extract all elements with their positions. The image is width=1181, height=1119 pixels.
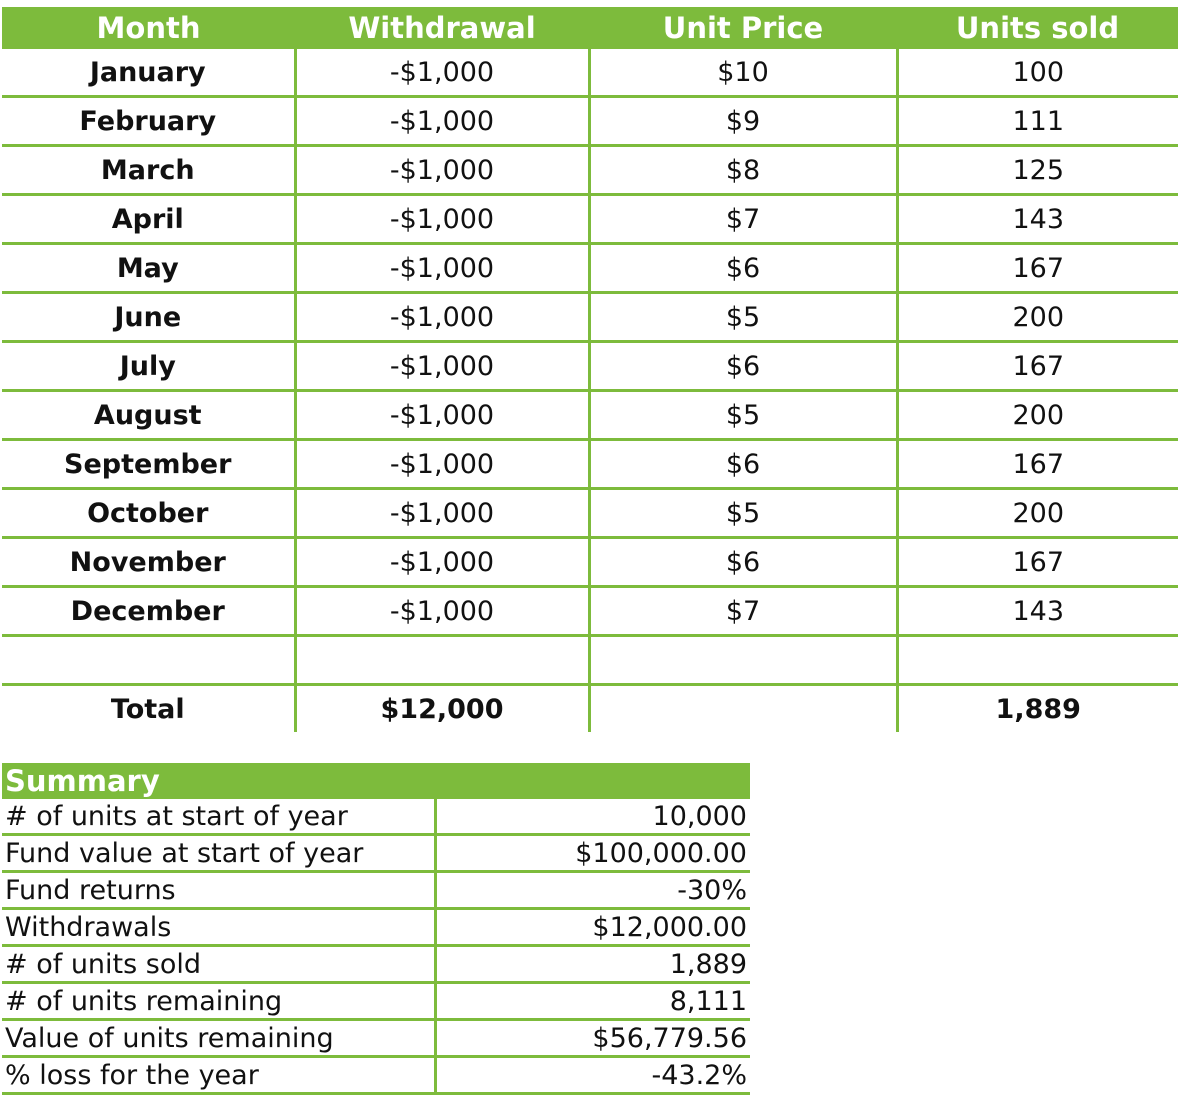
unit-price-cell: $6 — [589, 440, 897, 489]
unit-price-cell: $5 — [589, 391, 897, 440]
units-sold-cell: 100 — [897, 49, 1178, 97]
summary-label: # of units remaining — [2, 983, 435, 1020]
summary-title: Summary — [2, 763, 750, 799]
units-sold-cell: 200 — [897, 391, 1178, 440]
month-cell: August — [2, 391, 295, 440]
month-cell: July — [2, 342, 295, 391]
summary-row — [2, 946, 750, 983]
month-cell: January — [2, 49, 295, 97]
month-cell: September — [2, 440, 295, 489]
summary-label: Withdrawals — [2, 909, 435, 946]
summary-value: $56,779.56 — [435, 1020, 750, 1057]
table-row — [2, 391, 1178, 440]
month-cell — [2, 636, 295, 685]
month-cell: June — [2, 293, 295, 342]
summary-label: Fund value at start of year — [2, 835, 435, 872]
unit-price-cell: $9 — [589, 97, 897, 146]
header-units-sold: Units sold — [897, 7, 1178, 49]
table-row — [2, 636, 1178, 685]
summary-row — [2, 983, 750, 1020]
total-label: Total — [110, 693, 185, 725]
withdrawal-cell: -$1,000 — [295, 342, 589, 391]
summary-value: $100,000.00 — [435, 835, 750, 872]
summary-header-row — [2, 763, 750, 799]
unit-price-cell: $6 — [589, 342, 897, 391]
summary-row — [2, 799, 750, 835]
unit-price-cell: $10 — [589, 49, 897, 97]
unit-price-cell: $7 — [589, 195, 897, 244]
units-sold-cell: 167 — [897, 342, 1178, 391]
withdrawal-cell: -$1,000 — [295, 49, 589, 97]
summary-value: -43.2% — [435, 1057, 750, 1094]
month-cell: March — [2, 146, 295, 195]
table-row — [2, 489, 1178, 538]
month-cell: February — [2, 97, 295, 146]
summary-row — [2, 1057, 750, 1094]
unit-price-cell — [589, 636, 897, 685]
header-withdrawal: Withdrawal — [295, 7, 589, 49]
units-sold-cell: 167 — [897, 244, 1178, 293]
units-sold-cell: 167 — [897, 440, 1178, 489]
summary-label: # of units at start of year — [2, 799, 435, 835]
month-cell: November — [2, 538, 295, 587]
table-row — [2, 293, 1178, 342]
month-cell: October — [2, 489, 295, 538]
unit-price-cell: $6 — [589, 538, 897, 587]
table-row — [2, 587, 1178, 636]
summary-value: 1,889 — [435, 946, 750, 983]
units-sold-cell: 200 — [897, 293, 1178, 342]
summary-row — [2, 872, 750, 909]
month-cell: May — [2, 244, 295, 293]
withdrawal-cell: -$1,000 — [295, 391, 589, 440]
units-sold-cell — [897, 636, 1178, 685]
withdrawal-cell: -$1,000 — [295, 244, 589, 293]
summary-label: Fund returns — [2, 872, 435, 909]
unit-price-cell: $5 — [589, 293, 897, 342]
units-sold-cell: 167 — [897, 538, 1178, 587]
summary-label: Value of units remaining — [2, 1020, 435, 1057]
summary-body — [2, 799, 750, 1094]
unit-price-cell: $7 — [589, 587, 897, 636]
total-withdrawal: $12,000 — [295, 685, 589, 733]
summary-label: % loss for the year — [2, 1057, 435, 1094]
table-row — [2, 244, 1178, 293]
header-month: Month — [2, 7, 295, 49]
withdrawal-table — [2, 7, 1178, 732]
withdrawal-cell: -$1,000 — [295, 195, 589, 244]
summary-row — [2, 909, 750, 946]
table-row — [2, 195, 1178, 244]
units-sold-cell: 143 — [897, 195, 1178, 244]
table-row — [2, 146, 1178, 195]
summary-value: 8,111 — [435, 983, 750, 1020]
table-row — [2, 440, 1178, 489]
summary-label: # of units sold — [2, 946, 435, 983]
withdrawal-cell: -$1,000 — [295, 293, 589, 342]
withdrawal-cell: -$1,000 — [295, 97, 589, 146]
summary-value: 10,000 — [435, 799, 750, 835]
units-sold-cell: 125 — [897, 146, 1178, 195]
month-cell: April — [2, 195, 295, 244]
total-row — [2, 685, 1178, 733]
table-row — [2, 538, 1178, 587]
table-body — [2, 49, 1178, 685]
withdrawal-cell: -$1,000 — [295, 440, 589, 489]
summary-value: -30% — [435, 872, 750, 909]
withdrawal-cell: -$1,000 — [295, 538, 589, 587]
unit-price-cell: $6 — [589, 244, 897, 293]
summary-row — [2, 1020, 750, 1057]
header-unit-price: Unit Price — [589, 7, 897, 49]
total-unit-price — [589, 685, 897, 733]
header-row — [2, 7, 1178, 49]
table-row — [2, 342, 1178, 391]
units-sold-cell: 200 — [897, 489, 1178, 538]
summary-table — [2, 763, 750, 1095]
table-row — [2, 49, 1178, 97]
unit-price-cell: $5 — [589, 489, 897, 538]
units-sold-cell: 111 — [897, 97, 1178, 146]
units-sold-cell: 143 — [897, 587, 1178, 636]
withdrawal-cell: -$1,000 — [295, 489, 589, 538]
withdrawal-cell — [295, 636, 589, 685]
withdrawal-cell: -$1,000 — [295, 587, 589, 636]
summary-row — [2, 835, 750, 872]
unit-price-cell: $8 — [589, 146, 897, 195]
summary-value: $12,000.00 — [435, 909, 750, 946]
table-row — [2, 97, 1178, 146]
month-cell: December — [2, 587, 295, 636]
total-units-sold: 1,889 — [897, 685, 1178, 733]
withdrawal-cell: -$1,000 — [295, 146, 589, 195]
